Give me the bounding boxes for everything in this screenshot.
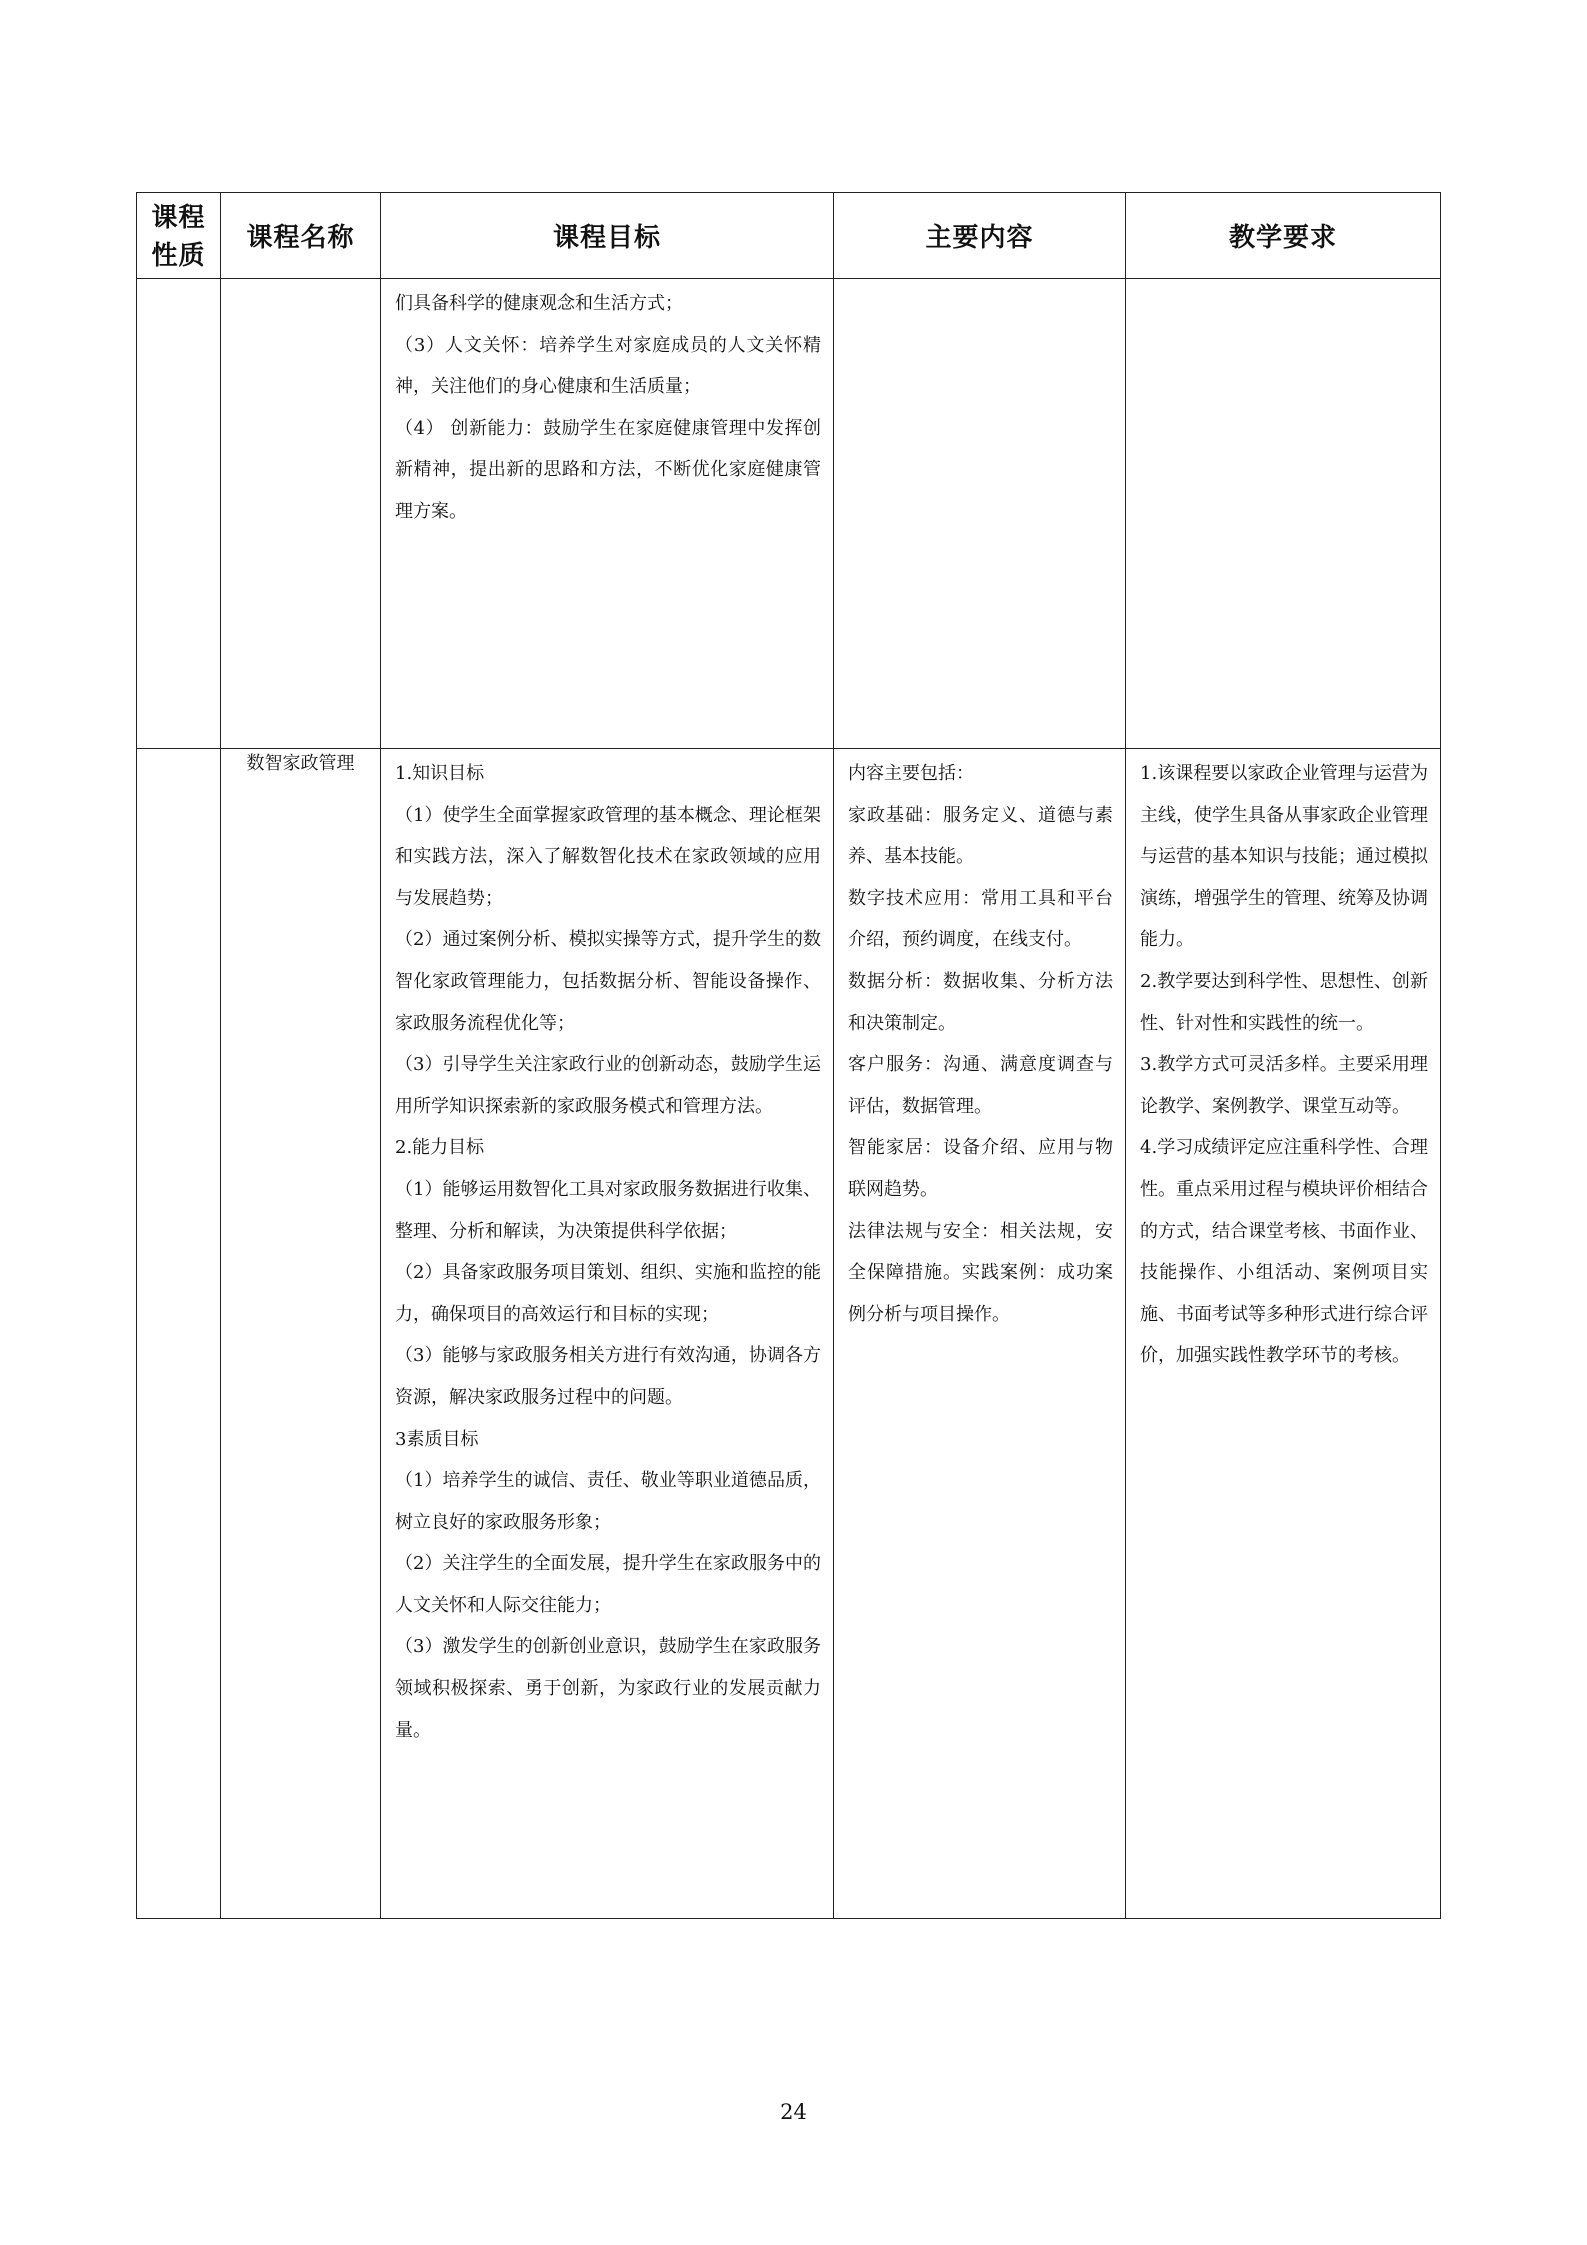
nature-cell (137, 749, 221, 1919)
goal-paragraph: （2）关注学生的全面发展，提升学生在家政服务中的人文关怀和人际交往能力； (395, 1553, 821, 1616)
table-row (137, 749, 1441, 1919)
header-goal: 课程目标 (381, 193, 834, 279)
content-cell (834, 279, 1126, 749)
content-paragraph: 智能家居：设备介绍、应用与物联网趋势。 (848, 1137, 1113, 1200)
requirement-paragraph: 3.教学方式可灵活多样。主要采用理论教学、案例教学、课堂互动等。 (1140, 1054, 1428, 1117)
header-nature (137, 193, 221, 279)
header-name: 课程名称 (221, 193, 381, 279)
table-row (137, 279, 1441, 749)
goal-paragraph: （3）人文关怀：培养学生对家庭成员的人文关怀精神，关注他们的身心健康和生活质量； (395, 334, 821, 398)
goal-paragraph: 3素质目标 (395, 1428, 479, 1450)
table-header-row (137, 193, 1441, 279)
goal-paragraph: （3）激发学生的创新创业意识，鼓励学生在家政服务领域积极探索、勇于创新，为家政行业的发展贡献力量。 (395, 1636, 821, 1741)
nature-cell (137, 279, 221, 749)
goal-paragraph: 1.知识目标 (395, 763, 485, 784)
requirement-paragraph: 1.该课程要以家政企业管理与运营为主线，使学生具备从事家政企业管理与运营的基本知识与技能；通过模拟演练，增强学生的管理、统筹及协调能力。 (1140, 763, 1428, 951)
header-nature-line1: 课程 (151, 202, 206, 233)
goal-paragraph: 2.能力目标 (395, 1137, 485, 1159)
header-requirement: 教学要求 (1126, 193, 1441, 279)
requirement-cell (1126, 279, 1441, 749)
goal-paragraph: （3）引导学生关注家政行业的创新动态，鼓励学生运用所学知识探索新的家政服务模式和管理方法。 (395, 1054, 821, 1117)
course-name-cell: 数智家政管理 (221, 749, 381, 1919)
goal-cell (381, 749, 834, 1919)
header-content: 主要内容 (834, 193, 1126, 279)
goal-paragraph: 们具备科学的健康观念和生活方式； (395, 293, 683, 314)
content-paragraph: 数字技术应用：常用工具和平台介绍，预约调度，在线支付。 (848, 887, 1113, 951)
goal-paragraph: （2）具备家政服务项目策划、组织、实施和监控的能力，确保项目的高效运行和目标的实现； (395, 1262, 821, 1325)
content-paragraph: 法律法规与安全：相关法规，安全保障措施。实践案例：成功案例分析与项目操作。 (848, 1220, 1113, 1325)
goal-paragraph: （1）培养学生的诚信、责任、敬业等职业道德品质，树立良好的家政服务形象； (395, 1470, 821, 1533)
requirement-cell (1126, 749, 1441, 1919)
content-paragraph: 数据分析：数据收集、分析方法和决策制定。 (848, 970, 1113, 1034)
content-cell (834, 749, 1126, 1919)
goal-paragraph: （1）能够运用数智化工具对家政服务数据进行收集、整理、分析和解读，为决策提供科学依据； (395, 1178, 821, 1242)
content-paragraph: 家政基础：服务定义、道德与素养、基本技能。 (848, 804, 1113, 868)
page-number: 24 (780, 2100, 807, 2124)
header-nature-line2: 性质 (151, 240, 206, 271)
goal-paragraph: （3）能够与家政服务相关方进行有效沟通，协调各方资源，解决家政服务过程中的问题。 (395, 1345, 821, 1408)
course-name-cell (221, 279, 381, 749)
goal-paragraph: （2）通过案例分析、模拟实操等方式，提升学生的数智化家政管理能力，包括数据分析、智能设备操作、家政服务流程优化等； (395, 929, 821, 1034)
content-paragraph: 客户服务：沟通、满意度调查与评估，数据管理。 (848, 1054, 1113, 1117)
curriculum-table (136, 192, 1441, 1919)
content-paragraph: 内容主要包括： (848, 763, 974, 784)
goal-paragraph: （4） 创新能力：鼓励学生在家庭健康管理中发挥创新精神，提出新的思路和方法，不断优化家庭健康管理方案。 (395, 417, 821, 522)
requirement-paragraph: 2.教学要达到科学性、思想性、创新性、针对性和实践性的统一。 (1140, 970, 1428, 1034)
goal-cell (381, 279, 834, 749)
requirement-paragraph: 4.学习成绩评定应注重科学性、合理性。重点采用过程与模块评价相结合的方式，结合课堂考核、书面作业、技能操作、小组活动、案例项目实施、书面考试等多种形式进行综合评价，加强实践性教学环节的考核。 (1140, 1137, 1428, 1367)
goal-paragraph: （1）使学生全面掌握家政管理的基本概念、理论框架和实践方法，深入了解数智化技术在家政领域的应用与发展趋势； (395, 804, 821, 909)
